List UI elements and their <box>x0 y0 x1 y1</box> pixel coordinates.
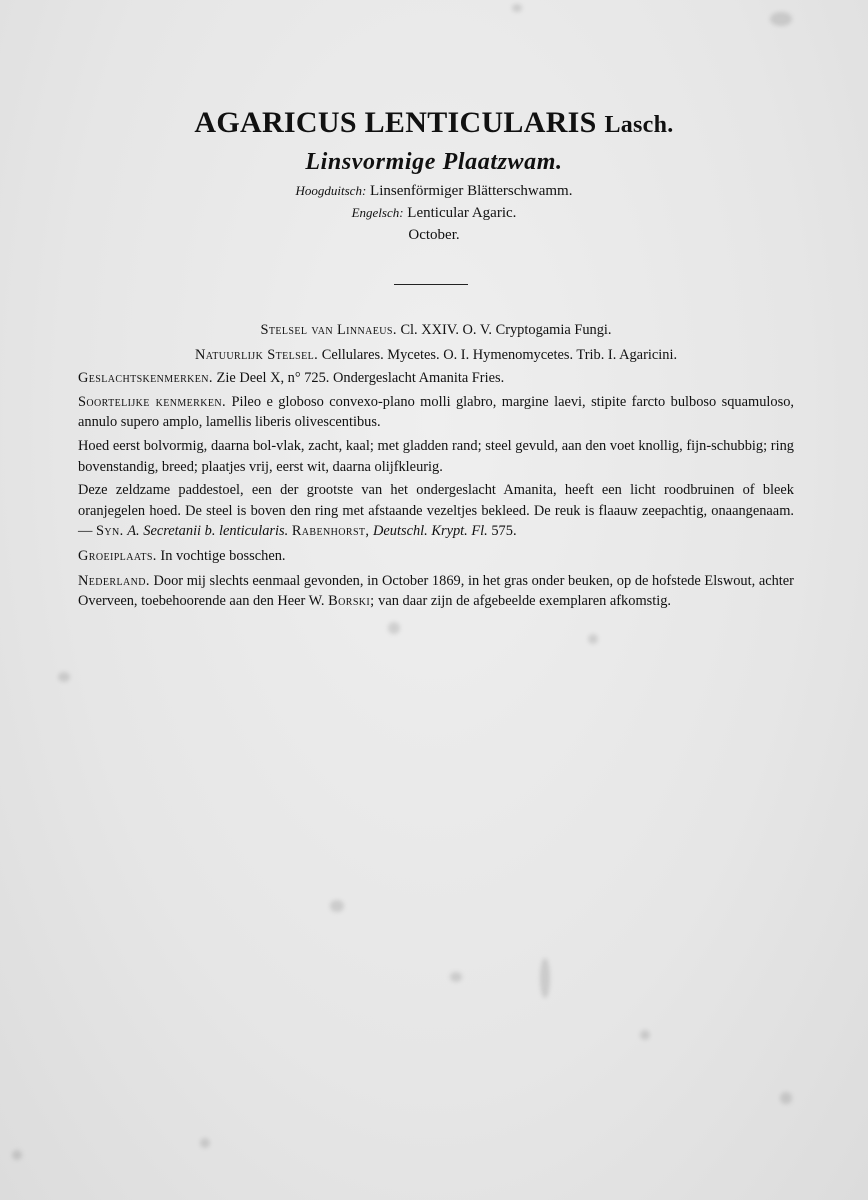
synonym-name: A. Secretanii b. lenticularis. <box>127 523 289 540</box>
remarks-paragraph <box>78 480 794 542</box>
linnaeus-text: Cl. XXIV. O. V. Cryptogamia Fungi. <box>400 322 612 338</box>
paper-speck <box>58 672 70 682</box>
natural-system-line <box>78 345 794 366</box>
locality-paragraph <box>78 571 794 612</box>
habitat-line <box>78 546 794 567</box>
paper-speck <box>330 900 344 912</box>
dutch-common-name: Linsvormige Plaatzwam. <box>305 149 563 175</box>
english-label: Engelsch: <box>351 205 404 220</box>
remarks-text: Deze zeldzame paddestoel, een der grootste van het ondergeslacht Amanita, heeft een licht roodbruinen of bleek oranjegelen hoed. De steel is boven den ring met afstaande vezeltjes bekleed. De reuk is flaauw zeepachtig, onaangenaam. — <box>78 482 794 540</box>
plate-header <box>0 106 868 246</box>
header-divider <box>394 284 468 285</box>
paper-speck <box>512 4 522 12</box>
paper-speck <box>388 622 400 634</box>
paper-speck <box>770 12 792 26</box>
description-body <box>78 320 794 615</box>
habitat-text: In vochtige bosschen. <box>160 547 286 564</box>
genus-label: Geslachtskenmerken. <box>78 370 213 387</box>
synonym-page: 575. <box>491 523 517 540</box>
species-latin-name: AGARICUS LENTICULARIS <box>194 106 597 139</box>
species-label: Soortelijke kenmerken. <box>78 393 226 410</box>
paper-speck <box>588 634 598 644</box>
locality-text-1: Door mij slechts eenmaal gevonden, in October 1869, in het gras onder beuken, op de hofstede Elswout, achter Overveen, toebehoorende aan den Heer W. <box>78 572 794 610</box>
paper-speck <box>200 1138 210 1148</box>
synonym-work: Deutschl. Krypt. Fl. <box>373 523 488 540</box>
linnaeus-label: Stelsel van Linnaeus. <box>260 322 397 338</box>
synonym-label: Syn. <box>96 523 124 540</box>
linnaeus-system-line <box>78 320 794 341</box>
paper-speck <box>450 972 462 982</box>
species-author: Lasch. <box>604 112 674 138</box>
genus-line <box>78 368 794 389</box>
locality-label: Nederland. <box>78 572 150 589</box>
locality-text-2: van daar zijn de afgebeelde exemplaren afkomstig. <box>378 593 672 610</box>
german-name-line <box>0 180 868 202</box>
description-paragraph: Hoed eerst bolvormig, daarna bol-vlak, zacht, kaal; met gladden rand; steel gevuld, aan den voet knollig, fijn-schubbig; ring bovenstandig, breed; plaatjes vrij, eerst wit, daarna olijfkleurig. <box>78 437 794 475</box>
genus-text: Zie Deel X, n° 725. Ondergeslacht Amanita Fries. <box>216 370 505 387</box>
english-name-line <box>0 202 868 224</box>
species-text: Pileo e globoso convexo-plano molli glabro, margine laevi, stipite farcto bulboso squamuloso, annulo supero amplo, lamellis liberis olivescentibus. <box>78 393 794 431</box>
habitat-label: Groeiplaats. <box>78 547 157 564</box>
species-title <box>0 106 868 142</box>
paper-speck <box>540 958 550 998</box>
paper-speck <box>780 1092 792 1104</box>
paper-speck <box>12 1150 22 1160</box>
synonym-author: Rabenhorst, <box>291 523 370 540</box>
locality-person: Borski; <box>328 593 375 610</box>
german-label: Hoogduitsch: <box>295 183 367 198</box>
paper-speck <box>640 1030 650 1040</box>
german-name: Linsenförmiger Blätterschwamm. <box>370 183 573 199</box>
natural-label: Natuurlijk Stelsel. <box>194 346 319 363</box>
species-characters <box>78 392 794 433</box>
month-line: October. <box>408 227 460 243</box>
english-name: Lenticular Agaric. <box>407 205 517 221</box>
natural-text: Cellulares. Mycetes. O. I. Hymenomycetes. Trib. I. Agaricini. <box>321 346 678 363</box>
